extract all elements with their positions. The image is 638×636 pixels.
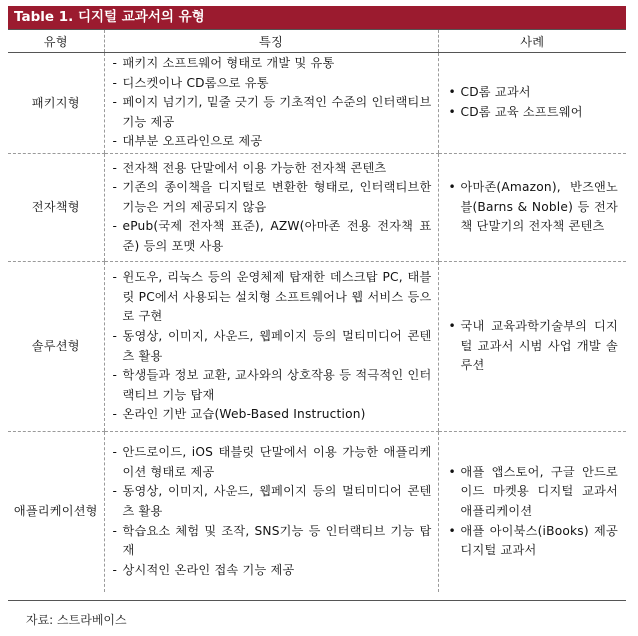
- row-features: [104, 154, 438, 262]
- example-item: • 아마존(Amazon), 반즈앤노블(Barns & Noble) 등 전자책 단말기의 전자책 콘텐츠: [449, 178, 619, 237]
- example-item: • 국내 교육과학기술부의 디지털 교과서 시범 사업 개발 솔루션: [449, 317, 619, 376]
- row-type: 애플리케이션형: [13, 504, 98, 519]
- feature-item: - 기존의 종이책을 디지털로 변환한 형태로, 인터랙티브한 기능은 거의 제공되지 않음: [113, 178, 432, 217]
- table-row: [8, 262, 626, 432]
- table-title: Table 1. 디지털 교과서의 유형: [8, 6, 626, 29]
- row-examples: [438, 432, 626, 592]
- row-type: 솔루션형: [8, 262, 104, 432]
- feature-item: - 동영상, 이미지, 사운드, 웹페이지 등의 멀티미디어 콘텐츠 활용: [113, 327, 432, 366]
- row-examples: [438, 154, 626, 262]
- row-type: 패키지형: [8, 53, 104, 154]
- feature-item: - 페이지 넘기기, 밑줄 긋기 등 기초적인 수준의 인터랙티브 기능 제공: [113, 93, 432, 132]
- row-features: [104, 262, 438, 432]
- example-item: • CD롬 교과서: [449, 83, 619, 103]
- header-examples: 사례: [438, 30, 626, 53]
- row-examples: [438, 262, 626, 432]
- table-row: [8, 154, 626, 262]
- feature-item: - 안드로이드, iOS 태블릿 단말에서 이용 가능한 애플리케이션 형태로 제공: [113, 443, 432, 482]
- feature-item: - 동영상, 이미지, 사운드, 웹페이지 등의 멀티미디어 콘텐츠 활용: [113, 482, 432, 521]
- source-note: 자료: 스트라베이스: [26, 613, 127, 627]
- table-row: [8, 432, 626, 592]
- example-item: • 애플 앱스토어, 구글 안드로이드 마켓용 디지털 교과서 애플리케이션: [449, 463, 619, 522]
- feature-item: - 패키지 소프트웨어 형태로 개발 및 유통: [113, 54, 432, 74]
- feature-item: - 상시적인 온라인 접속 기능 제공: [113, 561, 432, 581]
- example-item: • 애플 아이북스(iBooks) 제공 디지털 교과서: [449, 522, 619, 561]
- table-row: [8, 53, 626, 154]
- table-bottom-rule: [8, 600, 626, 601]
- row-examples: [438, 53, 626, 154]
- feature-item: - 온라인 기반 교습(Web-Based Instruction): [113, 405, 432, 425]
- feature-item: - 학생들과 정보 교환, 교사와의 상호작용 등 적극적인 인터랙티브 기능 탑재: [113, 366, 432, 405]
- feature-item: - 전자책 전용 단말에서 이용 가능한 전자책 콘텐츠: [113, 159, 432, 179]
- header-type: 유형: [8, 30, 104, 53]
- example-item: • CD롬 교육 소프트웨어: [449, 103, 619, 123]
- row-features: [104, 53, 438, 154]
- types-table: [8, 29, 626, 592]
- feature-item: - 대부분 오프라인으로 제공: [113, 132, 432, 152]
- feature-item: - 디스켓이나 CD롬으로 유통: [113, 74, 432, 94]
- feature-item: - 윈도우, 리눅스 등의 운영체제 탑재한 데스크탑 PC, 태블릿 PC에서 사용되는 설치형 소프트웨어나 웹 서비스 등으로 구현: [113, 268, 432, 327]
- row-features: [104, 432, 438, 592]
- header-features: 특징: [104, 30, 438, 53]
- feature-item: - 학습요소 체험 및 조작, SNS기능 등 인터랙티브 기능 탑재: [113, 522, 432, 561]
- feature-item: - ePub(국제 전자책 표준), AZW(아마존 전용 전자책 표준) 등의 포맷 사용: [113, 217, 432, 256]
- row-type: 전자책형: [8, 154, 104, 262]
- header-row: [8, 30, 626, 53]
